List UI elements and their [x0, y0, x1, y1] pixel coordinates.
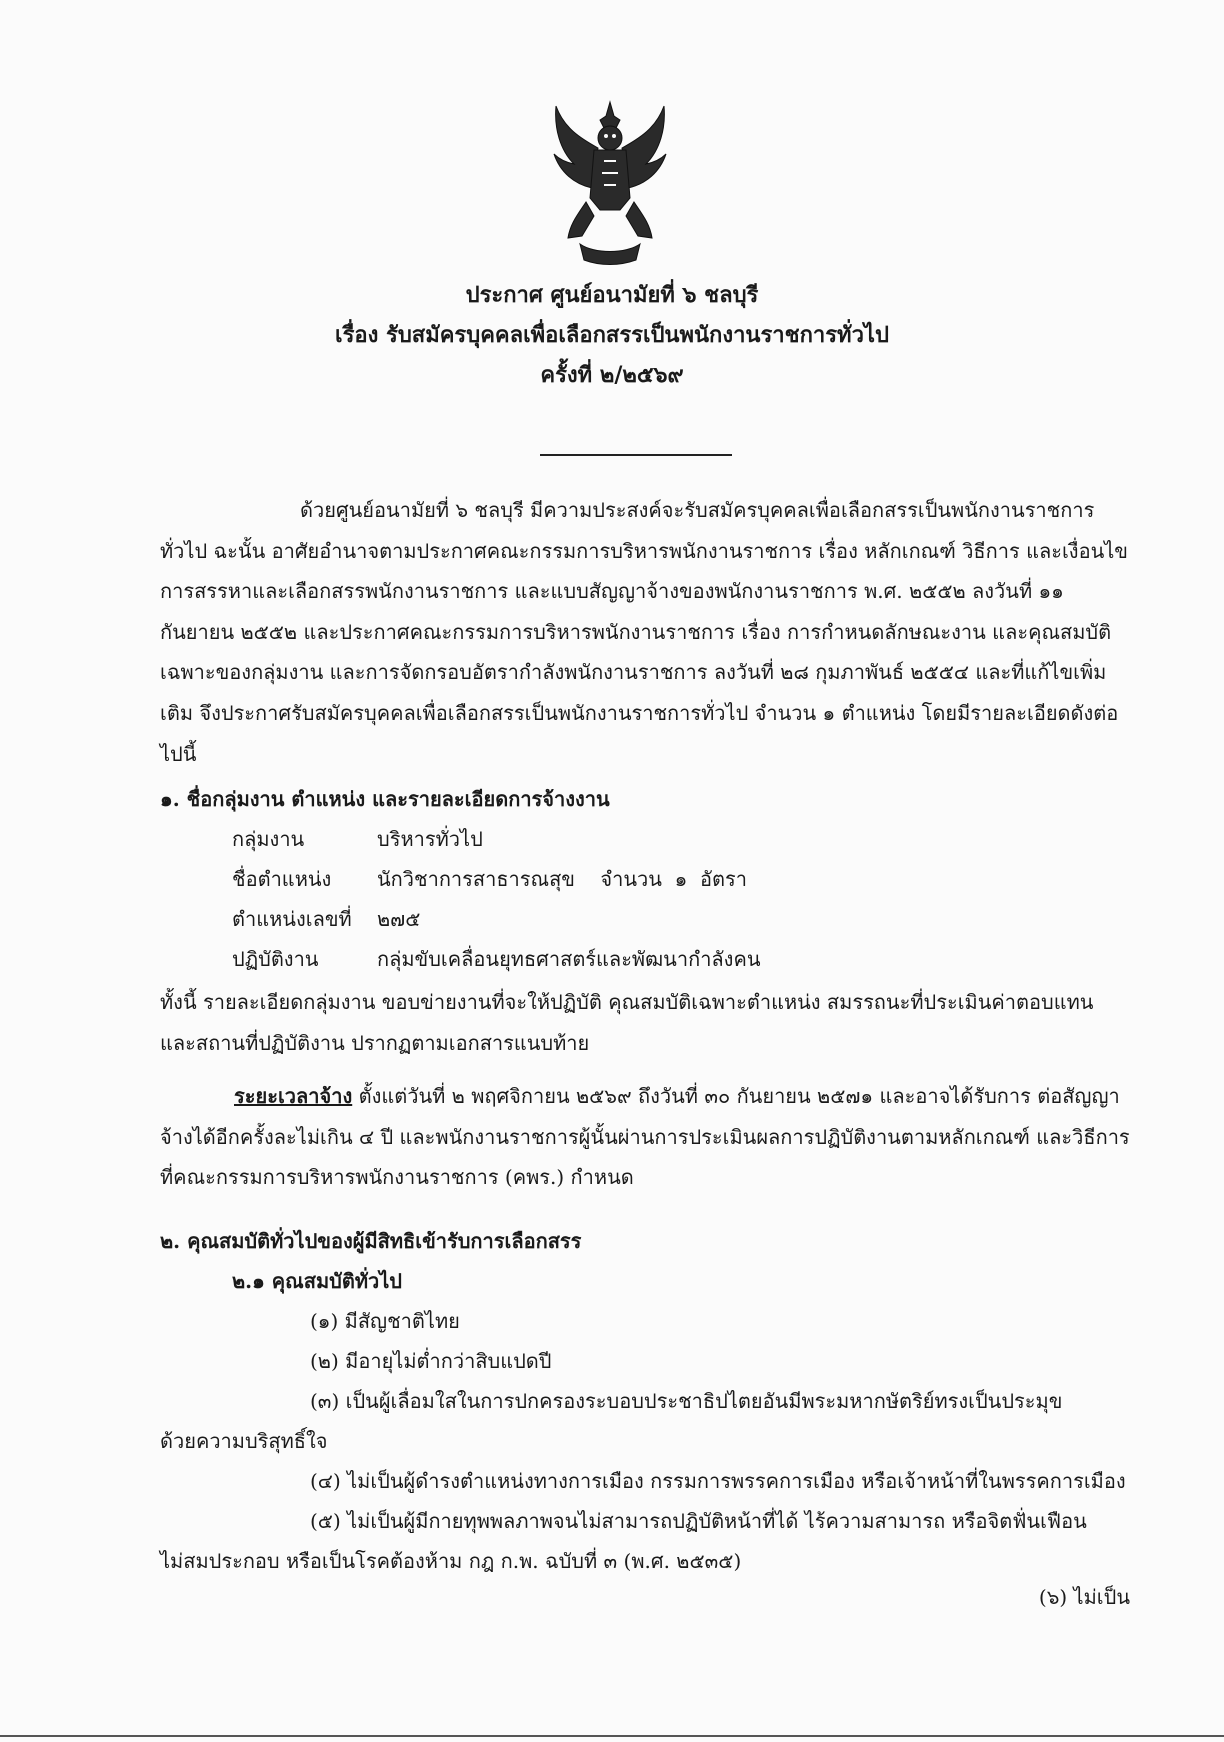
detail-value: กลุ่มขับเคลื่อนยุทธศาสตร์และพัฒนากำลังคน — [377, 947, 761, 971]
announcement-round: ครั้งที่ ๒/๒๕๖๙ — [540, 362, 684, 388]
detail-label: กลุ่มงาน — [232, 827, 305, 851]
qualification-item: (๓) เป็นผู้เลื่อมใสในการปกครองระบอบประชาธิปไตยอันมีพระมหากษัตริย์ทรงเป็นประมุข — [310, 1389, 1063, 1413]
qualification-item: (๑) มีสัญชาติไทย — [310, 1309, 460, 1333]
intro-text: ด้วยศูนย์อนามัยที่ ๖ ชลบุรี มีความประสงค์จะรับสมัครบุคคลเพื่อเลือกสรรเป็นพนักงานราชการทั่วไป ฉะนั้น อาศัยอำนาจตามประกาศคณะกรรมการบริหารพนักงานราชการ เรื่อง หลักเกณฑ์ วิธีการ และเงื่อนไข การสรรหาและเลือกสรรพนักงานราชการ และแบบสัญญาจ้างของพนักงานราชการ พ.ศ. ๒๕๕๒ ลงวันที่ ๑๑ กันยายน ๒๕๕๒ และประกาศคณะกรรมการบริหารพนักงานราชการ เรื่อง การกำหนดลักษณะงาน และคุณสมบัติเฉพาะของกลุ่มงาน และการจัดกรอบอัตรากำลังพนักงานราชการ ลงวันที่ ๒๘ กุมภาพันธ์ ๒๕๕๔ และที่แก้ไขเพิ่มเติม จึงประกาศรับสมัครบุคคลเพื่อเลือกสรรเป็นพนักงานราชการทั่วไป จำนวน ๑ ตำแหน่ง โดยมีรายละเอียดดังต่อไปนี้ — [160, 498, 1128, 766]
announcement-title: ประกาศ ศูนย์อนามัยที่ ๖ ชลบุรี — [465, 282, 759, 308]
detail-label: ชื่อตำแหน่ง — [232, 867, 332, 891]
section1-note: ทั้งนี้ รายละเอียดกลุ่มงาน ขอบข่ายงานที่จะให้ปฏิบัติ คุณสมบัติเฉพาะตำแหน่ง สมรรถนะที่ประเมินค่าตอบแทน และสถานที่ปฏิบัติงาน ปรากฏตามเอกสารแนบท้าย — [160, 990, 1094, 1055]
detail-value: นักวิชาการสาธารณสุข จำนวน ๑ อัตรา — [377, 867, 747, 891]
detail-label: ปฏิบัติงาน — [232, 947, 319, 971]
section2-subheading: ๒.๑ คุณสมบัติทั่วไป — [232, 1269, 402, 1293]
section1-heading: ๑. ชื่อกลุ่มงาน ตำแหน่ง และรายละเอียดการจ้างงาน — [160, 787, 610, 811]
qualification-item-continued: ด้วยความบริสุทธิ์ใจ — [160, 1429, 328, 1453]
employment-period-label: ระยะเวลาจ้าง — [234, 1084, 353, 1108]
detail-value: บริหารทั่วไป — [377, 827, 483, 851]
qualification-item: (๔) ไม่เป็นผู้ดำรงตำแหน่งทางการเมือง กรรมการพรรคการเมือง หรือเจ้าหน้าที่ในพรรคการเมือง — [310, 1469, 1126, 1493]
garuda-emblem-icon — [550, 98, 670, 268]
detail-row-workplace — [232, 944, 761, 974]
detail-value: ๒๗๕ — [377, 907, 421, 931]
section2-heading: ๒. คุณสมบัติทั่วไปของผู้มีสิทธิเข้ารับการเลือกสรร — [160, 1229, 582, 1253]
qualification-item-continued: ไม่สมประกอบ หรือเป็นโรคต้องห้าม กฎ ก.พ. ฉบับที่ ๓ (พ.ศ. ๒๕๓๕) — [160, 1549, 742, 1573]
announcement-subject: เรื่อง รับสมัครบุคคลเพื่อเลือกสรรเป็นพนักงานราชการทั่วไป — [335, 322, 889, 348]
title-divider — [540, 454, 732, 456]
page-bottom-edge — [0, 1735, 1224, 1737]
qualification-item: (๒) มีอายุไม่ต่ำกว่าสิบแปดปี — [310, 1349, 552, 1373]
employment-period — [160, 1076, 1130, 1198]
detail-row-position — [232, 864, 747, 894]
detail-row-group — [232, 824, 483, 854]
qualification-item: (๕) ไม่เป็นผู้มีกายทุพพลภาพจนไม่สามารถปฏิบัติหน้าที่ได้ ไร้ความสามารถ หรือจิตฟั่นเฟือน — [310, 1509, 1087, 1533]
detail-label: ตำแหน่งเลขที่ — [232, 907, 352, 931]
detail-row-number — [232, 904, 420, 934]
intro-paragraph — [160, 490, 1130, 774]
employment-period-text: ตั้งแต่วันที่ ๒ พฤศจิกายน ๒๕๖๙ ถึงวันที่ ๓๐ กันยายน ๒๕๗๑ และอาจได้รับการ ต่อสัญญาจ้างได้อีกครั้งละไม่เกิน ๔ ปี และพนักงานราชการผู้นั้นผ่านการประเมินผลการปฏิบัติงานตามหลักเกณฑ์ และวิธีการที่คณะกรรมการบริหารพนักงานราชการ (คพร.) กำหนด — [160, 1084, 1130, 1190]
continued-marker: (๖) ไม่เป็น — [1038, 1585, 1130, 1609]
